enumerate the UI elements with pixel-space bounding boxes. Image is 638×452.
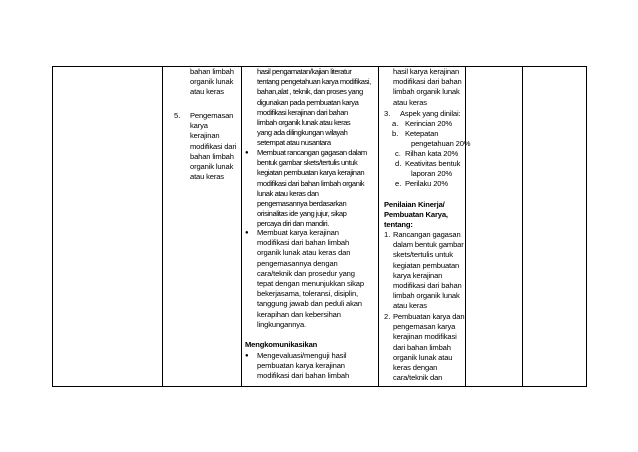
assessment-item-1: Rancangan gagasan dalam bentuk gambar skets/tertulis untuk kegiatan pembuatan karya kerajinan modifikasi dari bahan limbah organik lunak atau keras — [393, 230, 464, 311]
aspect-item: Keativitas bentuk laporan 20% — [405, 159, 461, 179]
activity-paragraph-1: hasil pengamatan/kajian literatur tentang pengetahuan karya modifikasi, bahan,alat , teknik, dan proses yang digunakan pada pembuatan karya modifikasi kerajinan dari bahan limbah organik lunak atau keras yang ada dilingkungan wilayah setempat atau nusantara — [257, 67, 371, 148]
aspect-item: Kerincian 20% — [405, 119, 453, 128]
aspect-item: Rilhan kata 20% — [405, 149, 459, 158]
aspect-letter: b. — [392, 129, 399, 138]
aspect-item: Ketepatan pengetahuan 20% — [405, 129, 471, 149]
activity-bullet-4: Mengevaluasi/menguji hasil pembuatan karya kerajinan modifikasi dari bahan limbah — [257, 351, 350, 381]
aspect-letter: c. — [395, 149, 401, 158]
bullet-icon: ● — [245, 230, 249, 236]
table-column-divider — [586, 66, 587, 387]
list-number: 2. — [384, 312, 391, 321]
aspect-letter: a. — [392, 119, 399, 128]
material-item-5: Pengemasan karya kerajinan modifikasi dari bahan limbah organik lunak atau keras — [190, 111, 237, 182]
assessment-title: Penilaian Kinerja/ Pembuatan Karya, tentang: — [384, 200, 448, 230]
list-number: 5. — [174, 111, 181, 120]
table-column-divider — [52, 66, 53, 387]
assessment-item-2: Pembuatan karya dan pengemasan karya kerajinan modifikasi dari bahan limbah organik lunak atau keras dengan cara/teknik dan — [393, 312, 465, 383]
material-text-top: bahan limbah organik lunak atau keras — [190, 67, 234, 97]
bullet-icon: ● — [245, 353, 249, 359]
table-bottom-border — [52, 386, 586, 387]
table-column-divider — [522, 66, 523, 387]
activity-bullet-3: Membuat karya kerajinan modifikasi dari bahan limbah organik lunak atau keras dan pengemasannya dengan cara/teknik dan prosedur yang tepat dengan menunjukkan sikap bekerjasama, toleransi, disiplin, tanggung jawab dan peduli akan kerapihan dan kebersihan lingkungannya. — [257, 228, 364, 329]
aspect-label: Aspek yang dinilai: — [400, 109, 461, 118]
aspect-item: Perilaku 20% — [405, 179, 448, 188]
table-column-divider — [162, 66, 163, 387]
aspect-letter: e. — [395, 179, 402, 188]
section-heading: Mengkomunikasikan — [245, 340, 318, 349]
table-column-divider — [465, 66, 466, 387]
aspect-letter: d. — [395, 159, 402, 168]
assessment-text-top: hasil karya kerajinan modifikasi dari bahan limbah organik lunak atau keras — [393, 67, 462, 107]
list-number: 1. — [384, 230, 391, 239]
table-column-divider — [241, 66, 242, 387]
list-number: 3. — [384, 109, 391, 118]
table-column-divider — [378, 66, 379, 387]
activity-bullet-2: Membuat rancangan gagasan dalam bentuk gambar skets/tertulis untuk kegiatan pembuatan karya kerajinan modifikasi dari bahan limbah organik lunak atau keras dan pengemasannya berdasarkan orisinalitas ide yang jujur, sikap percaya diri dan mandiri. — [257, 148, 367, 229]
bullet-icon: ● — [245, 150, 249, 156]
